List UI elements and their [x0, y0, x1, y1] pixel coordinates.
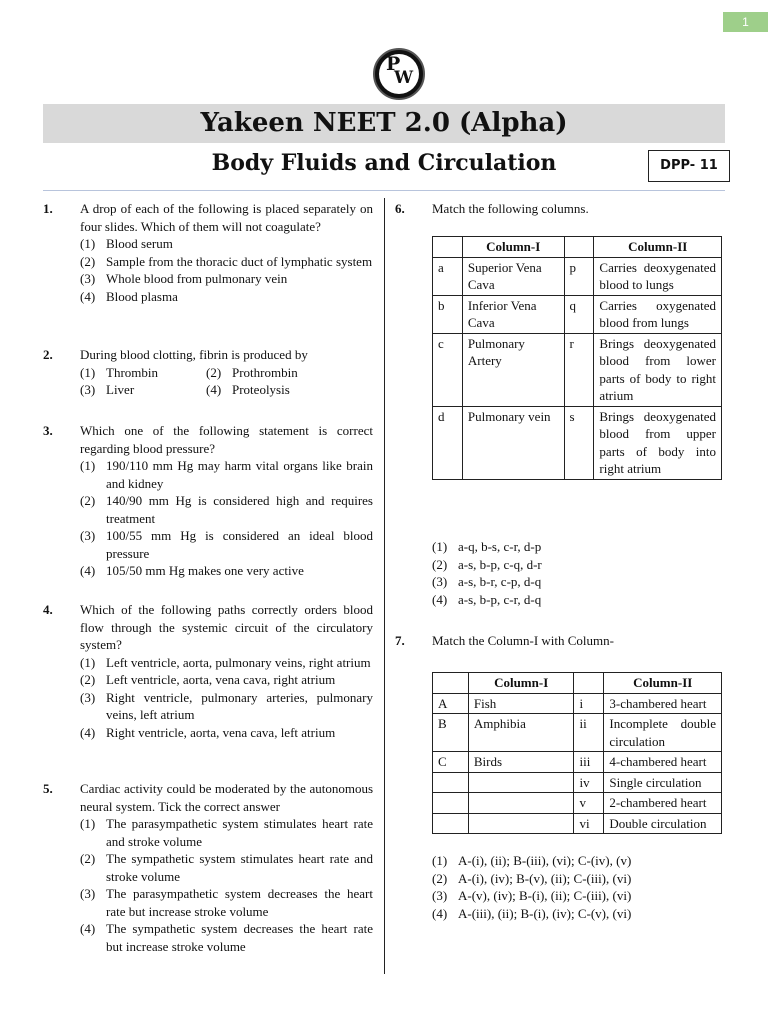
option[interactable]: (4) Proteolysis: [206, 382, 290, 397]
option[interactable]: (1) Left ventricle, aorta, pulmonary veins, right atrium: [80, 654, 371, 670]
option[interactable]: (3) Liver: [80, 382, 135, 397]
question-1: [43, 200, 373, 305]
question-stem: Which one of the following statement is correct regarding blood pressure?: [80, 423, 373, 456]
table-row: iv Single circulation: [433, 772, 722, 793]
table-row: b Inferior Vena Cava q Carries oxygenated blood from lungs: [433, 295, 722, 333]
table-row: B Amphibia ii Incomplete double circulation: [433, 714, 722, 752]
option[interactable]: (4) 105/50 mm Hg makes one very active: [80, 563, 304, 578]
question-number: 4.: [43, 602, 53, 617]
option[interactable]: (2) The sympathetic system stimulates heart rate and stroke volume: [80, 851, 373, 884]
table-row: vi Double circulation: [433, 813, 722, 834]
question-number: 1.: [43, 201, 53, 216]
option[interactable]: (3) 100/55 mm Hg is considered an ideal blood pressure: [80, 528, 373, 561]
question-stem: Cardiac activity could be moderated by the autonomous neural system. Tick the correct answer: [80, 781, 373, 814]
question-number: 5.: [43, 781, 53, 796]
option[interactable]: (4) A-(iii), (ii); B-(i), (iv); C-(v), (vi): [432, 905, 632, 921]
table-row: v 2-chambered heart: [433, 793, 722, 814]
dpp-badge: DPP- 11: [648, 150, 730, 182]
column-header: Column-II: [594, 237, 722, 258]
question-stem: A drop of each of the following is placed separately on four slides. Which of them will not coagulate?: [80, 201, 373, 234]
question-stem: Which of the following paths correctly orders blood flow through the systemic circuit of the circulatory system?: [80, 602, 373, 652]
table-header-row: [433, 673, 722, 694]
option[interactable]: (3) A-(v), (iv); B-(i), (ii); C-(iii), (vi): [432, 888, 632, 903]
option[interactable]: (3) Right ventricle, pulmonary arteries, pulmonary veins, left atrium: [80, 689, 373, 722]
option[interactable]: (4) The sympathetic system decreases the heart rate but increase stroke volume: [80, 921, 373, 954]
header-divider: [43, 190, 725, 191]
option[interactable]: (2) Left ventricle, aorta, vena cava, right atrium: [80, 672, 336, 687]
table-row: a Superior Vena Cava p Carries deoxygenated blood to lungs: [433, 257, 722, 295]
table-row: C Birds iii 4-chambered heart: [433, 752, 722, 773]
option[interactable]: (2) Sample from the thoracic duct of lymphatic system: [80, 253, 373, 269]
question-4: [43, 601, 373, 741]
option[interactable]: (1) 190/110 mm Hg may harm vital organs like brain and kidney: [80, 458, 373, 491]
question-number: 3.: [43, 423, 53, 438]
pw-logo: P W: [373, 48, 425, 100]
column-divider: [384, 198, 385, 974]
question-stem: During blood clotting, fibrin is produced by: [80, 347, 308, 362]
question-6: [395, 200, 725, 218]
column-header: Column-I: [468, 673, 574, 694]
option[interactable]: (3) Whole blood from pulmonary vein: [80, 271, 288, 286]
question-number: 6.: [395, 201, 405, 216]
option[interactable]: (1) The parasympathetic system stimulates heart rate and stroke volume: [80, 816, 373, 849]
option[interactable]: (4) a-s, b-p, c-r, d-q: [432, 591, 542, 607]
question-7: [395, 632, 725, 650]
question-3: [43, 422, 373, 580]
page-number-badge: 1: [723, 12, 768, 32]
question-stem: Match the following columns.: [432, 201, 589, 216]
match-table-q6: [432, 236, 722, 480]
option[interactable]: (2) a-s, b-p, c-q, d-r: [432, 556, 542, 572]
option[interactable]: (3) The parasympathetic system decreases the heart rate but increase stroke volume: [80, 886, 373, 919]
option[interactable]: (1) a-q, b-s, c-r, d-p: [432, 539, 542, 554]
option[interactable]: (2) 140/90 mm Hg is considered high and requires treatment: [80, 493, 373, 526]
question-number: 2.: [43, 347, 53, 362]
table-header-row: [433, 237, 722, 258]
column-header: Column-II: [604, 673, 722, 694]
question-stem: Match the Column-I with Column-: [432, 633, 614, 648]
table-row: c Pulmonary Artery r Brings deoxygenated blood from lower parts of body to right atrium: [433, 333, 722, 406]
match-table-q7: [432, 672, 722, 834]
option[interactable]: (4) Blood plasma: [80, 288, 178, 304]
question-number: 7.: [395, 633, 405, 648]
question-2: [43, 346, 373, 399]
table-row: d Pulmonary vein s Brings deoxygenated blood from upper parts of body into right atrium: [433, 406, 722, 479]
column-header: Column-I: [462, 237, 564, 258]
question-5: [43, 780, 373, 955]
option[interactable]: (3) a-s, b-r, c-p, d-q: [432, 574, 542, 589]
option[interactable]: (1) A-(i), (ii); B-(iii), (vi); C-(iv), (v): [432, 853, 632, 868]
chapter-title: Body Fluids and Circulation: [211, 150, 557, 176]
option[interactable]: (1) Thrombin: [80, 364, 158, 380]
question-6-options: [395, 538, 725, 608]
table-row: A Fish i 3-chambered heart: [433, 693, 722, 714]
option[interactable]: (1) Blood serum: [80, 236, 173, 251]
page-title: Yakeen NEET 2.0 (Alpha): [43, 104, 725, 143]
option[interactable]: (2) Prothrombin: [206, 364, 298, 380]
option[interactable]: (2) A-(i), (iv); B-(v), (ii); C-(iii), (vi): [432, 870, 632, 886]
question-7-options: [395, 852, 725, 922]
option[interactable]: (4) Right ventricle, aorta, vena cava, left atrium: [80, 724, 336, 740]
